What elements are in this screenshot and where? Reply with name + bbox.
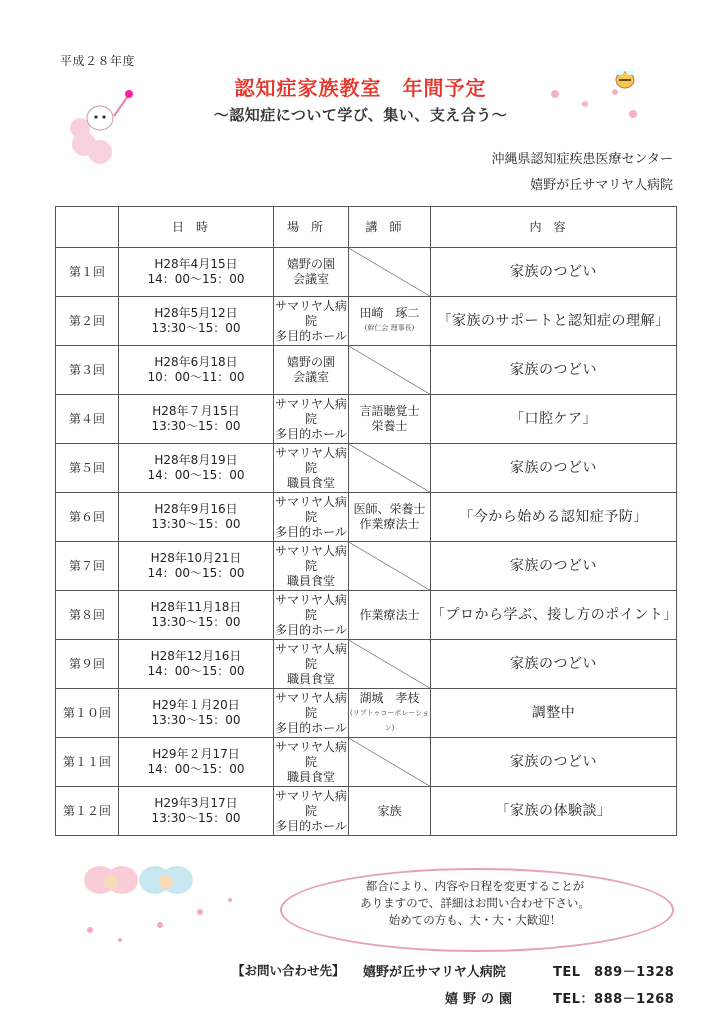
table-row	[56, 542, 677, 591]
datetime-cell	[119, 787, 274, 836]
contact-label: 【お問い合わせ先】	[232, 963, 345, 978]
session-date: H29年２月17日	[152, 747, 240, 761]
datetime-cell	[119, 591, 274, 640]
place-cell	[274, 297, 349, 346]
session-number: 第２回	[56, 297, 119, 346]
lecturer-cell-empty	[349, 248, 431, 297]
datetime-cell	[119, 640, 274, 689]
organizer-hospital: 嬉野が丘サマリヤ人病院	[530, 178, 673, 193]
place-room: 多目的ホール	[275, 524, 347, 539]
lecturer-cell-empty	[349, 346, 431, 395]
place-building: サマリヤ人病院	[275, 641, 347, 671]
hospital-name: 嬉野が丘サマリヤ人病院	[363, 965, 506, 980]
place-building: 嬉野の園	[286, 355, 335, 369]
session-date: H29年3月17日	[154, 796, 238, 810]
session-number: 第１２回	[56, 787, 119, 836]
flower-icon	[545, 84, 645, 134]
table-row	[56, 640, 677, 689]
table-row	[56, 689, 677, 738]
place-room: 職員食堂	[286, 769, 335, 784]
sono-phone: TEL：888－1268	[553, 992, 675, 1007]
place-cell	[274, 689, 349, 738]
fiscal-year: 平成２８年度	[60, 54, 136, 68]
hospital-phone: TEL 889－1328	[553, 965, 675, 980]
fairy-icon	[62, 82, 142, 172]
place-room: 職員食堂	[286, 671, 335, 686]
place-cell	[274, 346, 349, 395]
session-number: 第８回	[56, 591, 119, 640]
session-number: 第６回	[56, 493, 119, 542]
session-time: 13:30～15：00	[151, 419, 241, 433]
place-cell	[274, 738, 349, 787]
place-building: サマリヤ人病院	[275, 494, 347, 524]
place-building: サマリヤ人病院	[275, 298, 347, 328]
place-cell	[274, 640, 349, 689]
session-content: 家族のつどい	[431, 346, 677, 395]
place-room: 多目的ホール	[275, 622, 347, 637]
notice-line: 都合により、内容や日程を変更することが	[365, 879, 585, 893]
lecturer-name-2: 作業療法士	[359, 517, 420, 531]
notice-line: ありますので、詳細はお問い合わせ下さい。	[360, 896, 590, 910]
table-row	[56, 591, 677, 640]
lecturer-name: 田崎 琢二	[359, 306, 420, 320]
session-time: 13:30～15：00	[151, 321, 241, 335]
session-time: 13:30～15：00	[151, 517, 241, 531]
lecturer-cell	[349, 493, 431, 542]
header-no	[56, 207, 119, 248]
session-content: 調整中	[431, 689, 677, 738]
table-row	[56, 248, 677, 297]
place-room: 会議室	[292, 272, 329, 286]
session-number: 第１１回	[56, 738, 119, 787]
place-room: 多目的ホール	[275, 720, 347, 735]
lecturer-name: 家族	[377, 803, 402, 818]
session-date: H28年11月18日	[150, 600, 242, 614]
session-content: 家族のつどい	[431, 248, 677, 297]
place-cell	[274, 591, 349, 640]
notice-text	[290, 878, 660, 929]
session-number: 第４回	[56, 395, 119, 444]
place-building: サマリヤ人病院	[275, 445, 347, 475]
place-cell	[274, 787, 349, 836]
sono-name: 嬉野の園	[445, 992, 518, 1007]
datetime-cell	[119, 444, 274, 493]
header-content: 内容	[431, 207, 677, 248]
lecturer-name: 作業療法士	[359, 607, 420, 622]
session-content: 「家族の体験談」	[431, 787, 677, 836]
place-building: サマリヤ人病院	[275, 788, 347, 818]
session-content: 「家族のサポートと認知症の理解」	[431, 297, 677, 346]
table-header-row	[56, 207, 677, 248]
lecturer-name: 医師、栄養士	[353, 502, 426, 516]
datetime-cell	[119, 395, 274, 444]
session-number: 第１回	[56, 248, 119, 297]
lecturer-name: 湖城 孝枝	[359, 690, 420, 705]
session-content: 「プロから学ぶ、接し方のポイント」	[431, 591, 677, 640]
place-room: 会議室	[292, 370, 329, 384]
table-row	[56, 444, 677, 493]
datetime-cell	[119, 346, 274, 395]
session-date: H28年5月12日	[154, 306, 238, 320]
session-time: 14：00～15：00	[147, 664, 245, 678]
table-row	[56, 395, 677, 444]
datetime-cell	[119, 689, 274, 738]
session-content: 家族のつどい	[431, 738, 677, 787]
session-date: H28年10月21日	[150, 551, 242, 565]
place-building: サマリヤ人病院	[275, 396, 347, 426]
table-row	[56, 738, 677, 787]
session-number: 第３回	[56, 346, 119, 395]
datetime-cell	[119, 542, 274, 591]
place-cell	[274, 444, 349, 493]
session-time: 14：00～15：00	[147, 468, 245, 482]
session-time: 14：00～15：00	[147, 272, 245, 286]
lecturer-cell-empty	[349, 738, 431, 787]
organizer-center: 沖縄県認知症疾患医療センター	[491, 152, 673, 167]
page-subtitle: ～認知症について学び、集い、支え合う～	[213, 106, 508, 124]
datetime-cell	[119, 297, 274, 346]
place-building: サマリヤ人病院	[275, 739, 347, 769]
lecturer-name-2: 栄養士	[371, 419, 408, 433]
datetime-cell	[119, 248, 274, 297]
lecturer-cell	[349, 297, 431, 346]
place-cell	[274, 248, 349, 297]
page-title: 認知症家族教室 年間予定	[234, 76, 487, 100]
datetime-cell	[119, 493, 274, 542]
session-date: H29年１月20日	[152, 698, 240, 712]
session-time: 10：00～11：00	[147, 370, 245, 384]
session-content: 「今から始める認知症予防」	[431, 493, 677, 542]
session-time: 14：00～15：00	[147, 566, 245, 580]
datetime-cell	[119, 738, 274, 787]
session-time: 14：00～15：00	[147, 762, 245, 776]
place-building: サマリヤ人病院	[275, 592, 347, 622]
session-date: H28年8月19日	[154, 453, 238, 467]
place-cell	[274, 542, 349, 591]
lecturer-affiliation: (幹仁会 理事長)	[364, 324, 415, 332]
session-content: 家族のつどい	[431, 444, 677, 493]
lecturer-cell-empty	[349, 542, 431, 591]
place-cell	[274, 395, 349, 444]
place-room: 多目的ホール	[275, 328, 347, 343]
session-number: 第７回	[56, 542, 119, 591]
table-row	[56, 297, 677, 346]
session-time: 13:30～15：00	[151, 713, 241, 727]
session-number: 第１０回	[56, 689, 119, 738]
schedule-table	[55, 206, 677, 836]
lecturer-cell	[349, 591, 431, 640]
lecturer-affiliation: (リブトゥコーポレーション)	[349, 708, 430, 732]
session-date: H28年12月16日	[150, 649, 242, 663]
place-building: サマリヤ人病院	[275, 690, 347, 720]
session-number: 第５回	[56, 444, 119, 493]
lecturer-name: 言語聴覚士	[359, 404, 420, 418]
place-building: サマリヤ人病院	[275, 543, 347, 573]
session-number: 第９回	[56, 640, 119, 689]
lecturer-cell-empty	[349, 640, 431, 689]
session-date: H28年７月15日	[152, 404, 240, 418]
table-row	[56, 346, 677, 395]
session-content: 家族のつどい	[431, 640, 677, 689]
notice-line: 始めての方も、大・大・大歓迎！	[388, 913, 562, 927]
place-cell	[274, 493, 349, 542]
session-date: H28年4月15日	[154, 257, 238, 271]
table-row	[56, 493, 677, 542]
place-room: 職員食堂	[286, 475, 335, 490]
session-time: 13:30～15：00	[151, 615, 241, 629]
butterfly-icon	[60, 850, 260, 960]
lecturer-cell-empty	[349, 444, 431, 493]
session-content: 家族のつどい	[431, 542, 677, 591]
lecturer-cell	[349, 395, 431, 444]
place-room: 職員食堂	[286, 573, 335, 588]
header-lecturer: 講師	[349, 207, 431, 248]
header-date: 日時	[119, 207, 274, 248]
session-content: 「口腔ケア」	[431, 395, 677, 444]
header-place: 場所	[274, 207, 349, 248]
lecturer-cell	[349, 689, 431, 738]
table-row	[56, 787, 677, 836]
place-room: 多目的ホール	[275, 818, 347, 833]
session-date: H28年9月16日	[154, 502, 238, 516]
place-building: 嬉野の園	[286, 257, 335, 271]
session-time: 13:30～15：00	[151, 811, 241, 825]
place-room: 多目的ホール	[275, 426, 347, 441]
lecturer-cell	[349, 787, 431, 836]
session-date: H28年6月18日	[154, 355, 238, 369]
